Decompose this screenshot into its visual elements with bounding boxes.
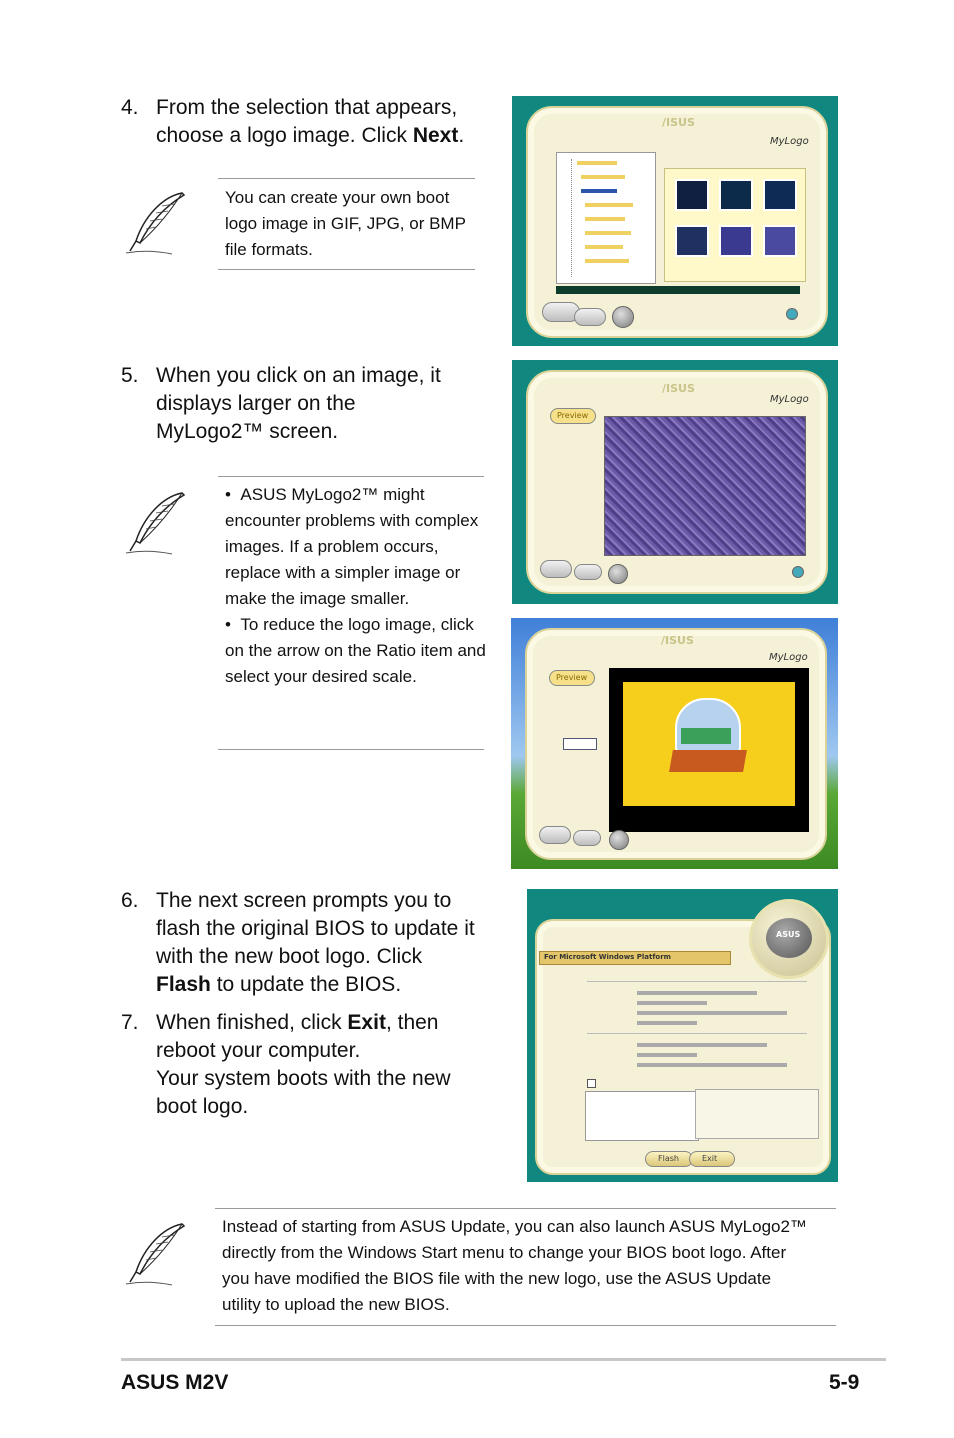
- thumbnail[interactable]: [675, 225, 709, 257]
- back-button[interactable]: [540, 560, 572, 578]
- screenshot-image-picker: [512, 96, 838, 346]
- cancel-button[interactable]: [609, 830, 629, 850]
- status-bar: [556, 286, 800, 294]
- note-1-text: You can create your own boot logo image in GIF, JPG, or BMP file formats.: [225, 188, 466, 259]
- next-button[interactable]: [574, 308, 606, 326]
- step-4: [121, 94, 491, 154]
- footer-page-number: 5-9: [829, 1371, 860, 1394]
- app-name-label: MyLogo: [770, 394, 809, 405]
- flash-badge: ASUS: [749, 899, 829, 979]
- note-2-text: [225, 482, 487, 690]
- folder-tree[interactable]: [556, 152, 656, 284]
- step-text: When finished, click Exit, then reboot your computer. Your system boots with the new boot logo.: [156, 1011, 451, 1118]
- note-rule-bottom: [215, 1325, 836, 1326]
- exit-emphasis: Exit: [347, 1011, 386, 1034]
- help-icon[interactable]: [786, 308, 798, 320]
- brand-logo: /ISUS: [661, 634, 694, 647]
- note-rule-bottom: [218, 269, 475, 270]
- thumbnail[interactable]: [719, 179, 753, 211]
- message-box: [695, 1089, 819, 1139]
- step-text: The next screen prompts you to flash the original BIOS to update it with the new boot logo. Click Flash to update the BIOS.: [156, 889, 475, 996]
- flash-button[interactable]: Flash: [645, 1151, 693, 1167]
- preview-image: [604, 416, 806, 556]
- next-button[interactable]: [573, 830, 601, 846]
- note-rule-top: [215, 1208, 836, 1209]
- step-number: 7.: [121, 1011, 139, 1034]
- thumbnail-grid: [664, 168, 806, 282]
- progress-fields: [585, 1091, 699, 1141]
- feather-note-icon: [122, 489, 192, 559]
- help-icon[interactable]: [792, 566, 804, 578]
- flash-emphasis: Flash: [156, 973, 211, 996]
- screenshot-flash: [527, 889, 838, 1182]
- cancel-button[interactable]: [612, 306, 634, 328]
- preview-tab[interactable]: Preview: [550, 408, 596, 424]
- screenshot-preview-large: [512, 360, 838, 604]
- step-number: 6.: [121, 889, 139, 912]
- bios-info-panel: [587, 977, 807, 1077]
- note-3-text: Instead of starting from ASUS Update, you can also launch ASUS MyLogo2™ directly from the Windows Start menu to change your BIOS boot logo. After you have modified the BIOS file with the new logo, use the ASUS Update utility to upload the new BIOS.: [222, 1217, 807, 1314]
- note-rule-top: [218, 476, 484, 477]
- next-emphasis: Next: [412, 124, 459, 147]
- app-name-label: MyLogo: [769, 652, 808, 663]
- preview-frame: [609, 668, 809, 832]
- footer-product: ASUS M2V: [121, 1371, 229, 1394]
- thumbnail[interactable]: [719, 225, 753, 257]
- preserve-dmi-checkbox[interactable]: [587, 1079, 596, 1088]
- feather-note-icon: [122, 189, 192, 259]
- note-bullet: • ASUS MyLogo2™ might encounter problems with complex images. If a problem occurs, replace with a simpler image or make the image smaller.: [225, 485, 479, 608]
- screenshot-preview-logo: [511, 618, 838, 869]
- thumbnail[interactable]: [763, 179, 797, 211]
- preview-tab[interactable]: Preview: [549, 670, 595, 686]
- flash-header-bar: For Microsoft Windows Platform: [539, 951, 731, 965]
- cancel-button[interactable]: [608, 564, 628, 584]
- brand-logo: /ISUS: [662, 382, 695, 395]
- back-button[interactable]: [539, 826, 571, 844]
- thumbnail[interactable]: [675, 179, 709, 211]
- footer-rule: [121, 1358, 886, 1361]
- note-bullet: • To reduce the logo image, click on the arrow on the Ratio item and select your desired scale.: [225, 615, 486, 686]
- app-name-label: MyLogo: [770, 136, 809, 147]
- step-text: From the selection that appears, choose a logo image. Click Next.: [156, 96, 465, 147]
- thumbnail[interactable]: [763, 225, 797, 257]
- ratio-select[interactable]: [563, 738, 597, 750]
- step-number: 5.: [121, 364, 139, 387]
- exit-button[interactable]: Exit: [689, 1151, 735, 1167]
- step-number: 4.: [121, 96, 139, 119]
- feather-note-icon: [122, 1220, 192, 1290]
- next-button[interactable]: [574, 564, 602, 580]
- step-6: [121, 887, 491, 1003]
- note-rule-top: [218, 178, 475, 179]
- step-7: [121, 1009, 491, 1125]
- brand-logo: /ISUS: [662, 116, 695, 129]
- step-text: When you click on an image, it displays larger on the MyLogo2™ screen.: [156, 364, 441, 443]
- step-5: [121, 362, 491, 448]
- note-rule-bottom: [218, 749, 484, 750]
